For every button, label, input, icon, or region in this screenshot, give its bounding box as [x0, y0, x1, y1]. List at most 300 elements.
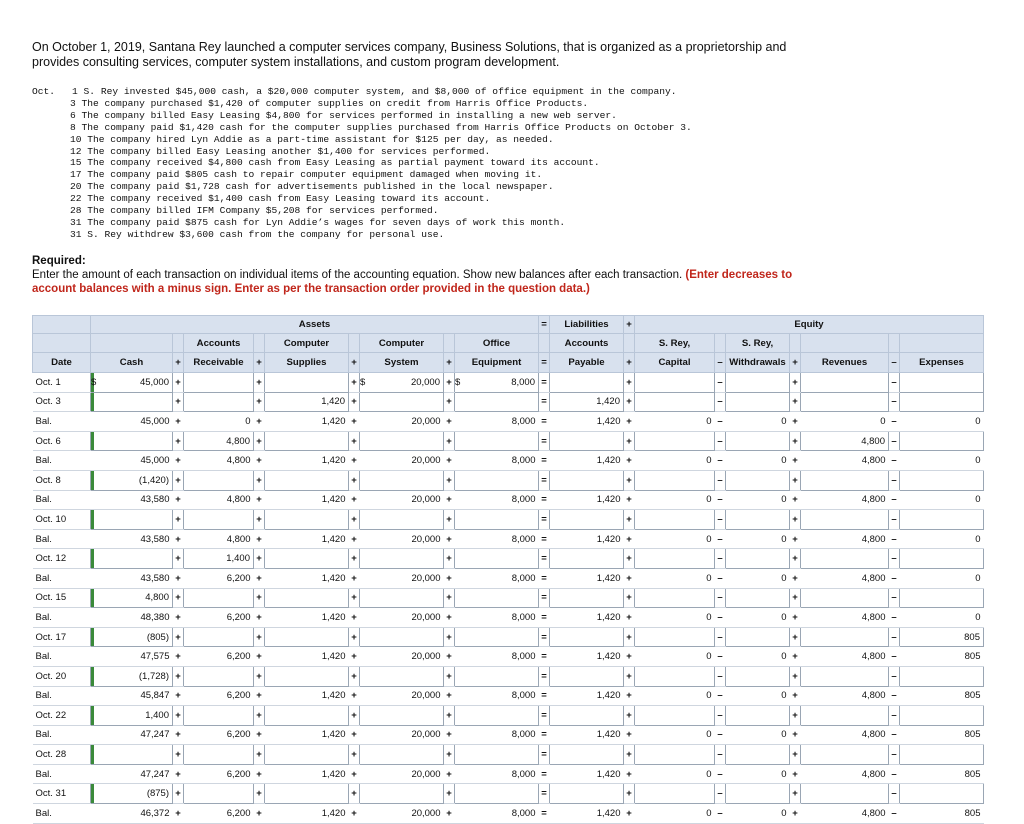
wd-input[interactable] [726, 627, 790, 647]
cap-value: 0 [706, 494, 712, 506]
rev-input[interactable] [801, 392, 889, 412]
ar-input[interactable] [184, 784, 254, 804]
table-row [33, 412, 984, 432]
csys-input[interactable] [360, 392, 444, 412]
cs-value: 1,420 [321, 415, 346, 427]
cash-value: 47,247 [140, 768, 170, 780]
ar-input[interactable] [184, 392, 254, 412]
cash-balance [91, 412, 173, 432]
cs-input[interactable] [265, 588, 349, 608]
ap-balance [550, 490, 624, 510]
row-date: Bal. [33, 804, 91, 824]
csys-balance [360, 529, 444, 549]
cs-input[interactable] [265, 470, 349, 490]
equals-sign: = [539, 451, 550, 471]
oe-header-2: Equipment [455, 353, 539, 373]
cs-input[interactable] [265, 373, 349, 393]
minus-sign: – [715, 529, 726, 549]
cs-input[interactable] [265, 627, 349, 647]
plus-sign: + [444, 666, 455, 686]
plus-sign: + [349, 353, 360, 373]
row-date: Oct. 8 [33, 470, 91, 490]
rev-input[interactable] [801, 784, 889, 804]
cs-input[interactable] [265, 392, 349, 412]
plus-sign: + [173, 804, 184, 824]
ap-input[interactable] [550, 470, 624, 490]
cash-value: 48,380 [140, 611, 170, 623]
wd-input[interactable] [726, 510, 790, 530]
table-row [33, 608, 984, 628]
plus-sign: + [790, 588, 801, 608]
cash-input[interactable] [91, 510, 173, 530]
rev-input[interactable] [801, 431, 889, 451]
cs-balance [265, 490, 349, 510]
minus-sign: – [889, 745, 900, 765]
cs-input[interactable] [265, 784, 349, 804]
plus-sign: + [254, 490, 265, 510]
equals-sign: = [539, 784, 550, 804]
cash-input[interactable] [91, 588, 173, 608]
ap-value: 1,420 [596, 729, 621, 741]
cash-balance [91, 608, 173, 628]
cap-balance [635, 608, 715, 628]
wd-input[interactable] [726, 666, 790, 686]
rev-input[interactable] [801, 549, 889, 569]
ar-value: 6,200 [226, 651, 251, 663]
exp-input[interactable] [900, 627, 984, 647]
plus-sign: + [349, 510, 360, 530]
plus-sign: + [173, 451, 184, 471]
transaction-line: 17 The company paid $805 cash to repair computer equipment damaged when moving it. [70, 169, 543, 181]
rev-value: 4,800 [861, 768, 886, 780]
rev-input[interactable] [801, 588, 889, 608]
exp-input[interactable] [900, 745, 984, 765]
cap-input[interactable] [635, 666, 715, 686]
exp-value: 805 [964, 768, 981, 780]
cash-input[interactable] [91, 431, 173, 451]
oe-input[interactable] [455, 470, 539, 490]
plus-sign: + [790, 745, 801, 765]
equals-sign: = [539, 725, 550, 745]
expenses-header: Expenses [900, 353, 984, 373]
cs-balance [265, 451, 349, 471]
exp-value: 0 [975, 572, 981, 584]
csys-input[interactable] [360, 588, 444, 608]
equals-sign: = [539, 706, 550, 726]
oe-input[interactable] [455, 706, 539, 726]
cap-value: 0 [706, 729, 712, 741]
exp-input[interactable] [900, 392, 984, 412]
cs-value: 1,420 [321, 455, 346, 467]
wd-input[interactable] [726, 549, 790, 569]
ar-input[interactable] [184, 549, 254, 569]
exp-value: 0 [975, 611, 981, 623]
plus-sign: + [790, 764, 801, 784]
oe-value: 8,000 [511, 690, 536, 702]
plus-sign: + [790, 647, 801, 667]
transaction-line: 22 The company received $1,400 cash from Easy Leasing toward its account. [70, 193, 491, 205]
wd-input[interactable] [726, 588, 790, 608]
rev-value: 4,800 [861, 611, 886, 623]
plus-sign: + [444, 529, 455, 549]
table-row [33, 784, 984, 804]
cash-balance [91, 529, 173, 549]
plus-sign: + [173, 412, 184, 432]
wd-input[interactable] [726, 470, 790, 490]
rev-input[interactable] [801, 627, 889, 647]
oe-balance [455, 725, 539, 745]
plus-sign: + [349, 627, 360, 647]
cap-value: 0 [706, 455, 712, 467]
plus-sign: + [349, 686, 360, 706]
ar-balance [184, 529, 254, 549]
ap-input[interactable] [550, 510, 624, 530]
cash-value: 45,847 [140, 690, 170, 702]
cash-input[interactable] [91, 373, 173, 393]
cash-input[interactable] [91, 666, 173, 686]
cap-input[interactable] [635, 431, 715, 451]
ar-input[interactable] [184, 431, 254, 451]
plus-sign: + [254, 686, 265, 706]
cap-input[interactable] [635, 470, 715, 490]
exp-input[interactable] [900, 666, 984, 686]
plus-sign: + [254, 784, 265, 804]
ar-input[interactable] [184, 745, 254, 765]
ar-balance [184, 412, 254, 432]
cap-balance [635, 490, 715, 510]
exp-balance [900, 647, 984, 667]
plus-sign: + [444, 588, 455, 608]
cash-input[interactable] [91, 470, 173, 490]
csys-input[interactable] [360, 784, 444, 804]
plus-sign: + [790, 706, 801, 726]
minus-sign: – [715, 549, 726, 569]
row-date: Bal. [33, 451, 91, 471]
csys-input[interactable] [360, 549, 444, 569]
wd-value: 0 [781, 494, 787, 506]
ar-input[interactable] [184, 706, 254, 726]
currency-symbol: $ [91, 376, 97, 388]
minus-sign: – [889, 568, 900, 588]
wd-balance [726, 804, 790, 824]
plus-sign: + [790, 431, 801, 451]
exp-value: 0 [975, 494, 981, 506]
cash-input[interactable] [91, 392, 173, 412]
csys-input[interactable] [360, 666, 444, 686]
wd-input[interactable] [726, 431, 790, 451]
wd-value: 0 [781, 768, 787, 780]
row-date: Oct. 28 [33, 745, 91, 765]
wd-input[interactable] [726, 784, 790, 804]
minus-sign: – [715, 490, 726, 510]
ap-value: 1,420 [596, 533, 621, 545]
csys-input[interactable] [360, 373, 444, 393]
cash-balance [91, 647, 173, 667]
cap-input[interactable] [635, 745, 715, 765]
rev-value: 4,800 [861, 651, 886, 663]
cap-input[interactable] [635, 549, 715, 569]
row-date: Bal. [33, 647, 91, 667]
row-date: Bal. [33, 608, 91, 628]
rev-value: 4,800 [861, 807, 886, 819]
csys-value: 20,000 [411, 768, 441, 780]
transaction-line: 1 S. Rey invested $45,000 cash, a $20,000 computer system, and $8,000 of office equipment in the company. [72, 86, 677, 97]
cs-value: 1,420 [321, 396, 345, 408]
wd-value: 0 [781, 572, 787, 584]
rev-balance [801, 490, 889, 510]
cash-balance [91, 764, 173, 784]
required-instructions: Enter the amount of each transaction on individual items of the accounting equation. Show new balances after each transaction. [32, 269, 683, 281]
rev-balance [801, 647, 889, 667]
cs-input[interactable] [265, 510, 349, 530]
minus-sign: – [889, 431, 900, 451]
minus-sign: – [889, 529, 900, 549]
ap-input[interactable] [550, 784, 624, 804]
oe-input[interactable] [455, 373, 539, 393]
table-row [33, 431, 984, 451]
exp-value: 0 [975, 533, 981, 545]
ap-input[interactable] [550, 431, 624, 451]
rev-balance [801, 568, 889, 588]
minus-sign: – [889, 412, 900, 432]
oe-input[interactable] [455, 431, 539, 451]
cap-input[interactable] [635, 510, 715, 530]
exp-input[interactable] [900, 510, 984, 530]
equals-sign: = [539, 647, 550, 667]
equals-sign: = [539, 490, 550, 510]
cap-input[interactable] [635, 588, 715, 608]
cap-balance [635, 686, 715, 706]
csys-value: 20,000 [411, 729, 441, 741]
ar-input[interactable] [184, 588, 254, 608]
ar-input[interactable] [184, 510, 254, 530]
ar-input[interactable] [184, 627, 254, 647]
plus-sign: + [254, 431, 265, 451]
minus-sign: – [715, 647, 726, 667]
cs-input[interactable] [265, 666, 349, 686]
exp-value: 805 [964, 729, 981, 741]
plus-sign: + [624, 627, 635, 647]
plus-sign: + [444, 490, 455, 510]
ap-input[interactable] [550, 588, 624, 608]
exp-balance [900, 568, 984, 588]
oe-input[interactable] [455, 666, 539, 686]
minus-sign: – [715, 666, 726, 686]
oe-input[interactable] [455, 784, 539, 804]
ar-value: 0 [245, 415, 251, 427]
ar-input[interactable] [184, 470, 254, 490]
plus-sign: + [349, 412, 360, 432]
oe-input[interactable] [455, 627, 539, 647]
ar-value: 4,800 [226, 494, 251, 506]
plus-sign: + [444, 451, 455, 471]
transaction-line: 28 The company billed IFM Company $5,208 for services performed. [70, 205, 439, 217]
plus-sign: + [173, 588, 184, 608]
cap-input[interactable] [635, 392, 715, 412]
ap-input[interactable] [550, 373, 624, 393]
ap-input[interactable] [550, 745, 624, 765]
exp-input[interactable] [900, 470, 984, 490]
cs-input[interactable] [265, 706, 349, 726]
table-row [33, 373, 984, 393]
rev-input[interactable] [801, 745, 889, 765]
plus-sign: + [173, 470, 184, 490]
wd-balance [726, 647, 790, 667]
ap-input[interactable] [550, 627, 624, 647]
table-row [33, 568, 984, 588]
plus-sign: + [254, 588, 265, 608]
rev-input[interactable] [801, 666, 889, 686]
plus-sign: + [790, 549, 801, 569]
plus-sign: + [624, 529, 635, 549]
minus-sign: – [889, 686, 900, 706]
plus-sign: + [173, 529, 184, 549]
cash-input[interactable] [91, 784, 173, 804]
plus-sign: + [444, 725, 455, 745]
cap-input[interactable] [635, 373, 715, 393]
csys-input[interactable] [360, 470, 444, 490]
plus-sign: + [624, 784, 635, 804]
plus-sign: + [254, 373, 265, 393]
wd-value: 0 [781, 533, 787, 545]
oe-balance [455, 412, 539, 432]
wd-input[interactable] [726, 706, 790, 726]
plus-sign: + [444, 706, 455, 726]
wd-balance [726, 725, 790, 745]
csys-input[interactable] [360, 510, 444, 530]
plus-sign: + [444, 745, 455, 765]
cap-input[interactable] [635, 706, 715, 726]
required-title: Required: [32, 255, 86, 267]
exp-input[interactable] [900, 373, 984, 393]
csys-value: 20,000 [411, 807, 441, 819]
cash-value: (1,420) [138, 474, 169, 486]
wd-input[interactable] [726, 392, 790, 412]
wd-balance [726, 568, 790, 588]
cap-input[interactable] [635, 784, 715, 804]
rev-balance [801, 529, 889, 549]
csys-header-1: Computer [360, 334, 444, 353]
ar-value: 4,800 [226, 435, 250, 447]
rev-input[interactable] [801, 706, 889, 726]
ar-value: 6,200 [226, 572, 251, 584]
plus-sign: + [790, 353, 801, 373]
table-row [33, 706, 984, 726]
cap-input[interactable] [635, 627, 715, 647]
rev-balance [801, 608, 889, 628]
cash-input[interactable] [91, 549, 173, 569]
csys-value: 20,000 [411, 611, 441, 623]
plus-sign: + [444, 431, 455, 451]
rev-input[interactable] [801, 470, 889, 490]
wd-input[interactable] [726, 745, 790, 765]
exp-input[interactable] [900, 706, 984, 726]
plus-sign: + [624, 373, 635, 393]
ap-value: 1,420 [596, 768, 621, 780]
plus-sign: + [790, 568, 801, 588]
minus-sign: – [715, 627, 726, 647]
cash-input[interactable] [91, 706, 173, 726]
rev-value: 4,800 [861, 494, 886, 506]
cs-input[interactable] [265, 431, 349, 451]
csys-input[interactable] [360, 706, 444, 726]
exp-input[interactable] [900, 784, 984, 804]
row-date: Bal. [33, 764, 91, 784]
cap-balance [635, 764, 715, 784]
plus-sign: + [173, 784, 184, 804]
cash-value: (805) [146, 631, 169, 643]
csys-balance [360, 804, 444, 824]
transaction-line: 6 The company billed Easy Leasing $4,800 for services performed in installing a new web server. [70, 109, 617, 121]
rev-value: 4,800 [861, 729, 886, 741]
row-date: Oct. 12 [33, 549, 91, 569]
wd-input[interactable] [726, 373, 790, 393]
oe-input[interactable] [455, 588, 539, 608]
ap-input[interactable] [550, 706, 624, 726]
cap-balance [635, 529, 715, 549]
wd-header-2: Withdrawals [726, 353, 790, 373]
ar-input[interactable] [184, 666, 254, 686]
ar-input[interactable] [184, 373, 254, 393]
plus-sign: + [254, 510, 265, 530]
cap-value: 0 [706, 611, 712, 623]
csys-input[interactable] [360, 745, 444, 765]
plus-sign: + [624, 725, 635, 745]
rev-input[interactable] [801, 510, 889, 530]
oe-balance [455, 568, 539, 588]
ap-input[interactable] [550, 666, 624, 686]
exp-balance [900, 764, 984, 784]
ap-balance [550, 725, 624, 745]
exp-input[interactable] [900, 549, 984, 569]
cash-input[interactable] [91, 627, 173, 647]
cs-balance [265, 529, 349, 549]
oe-input[interactable] [455, 549, 539, 569]
cash-value: 45,000 [139, 376, 169, 388]
cs-input[interactable] [265, 549, 349, 569]
minus-sign: – [889, 666, 900, 686]
cash-input[interactable] [91, 745, 173, 765]
plus-sign: + [349, 431, 360, 451]
minus-sign: – [715, 784, 726, 804]
oe-input[interactable] [455, 745, 539, 765]
ap-input[interactable] [550, 549, 624, 569]
equals-sign: = [539, 470, 550, 490]
csys-input[interactable] [360, 627, 444, 647]
exp-input[interactable] [900, 431, 984, 451]
rev-value: 4,800 [861, 435, 885, 447]
csys-balance [360, 686, 444, 706]
cash-value: 47,247 [140, 729, 170, 741]
exp-input[interactable] [900, 588, 984, 608]
cs-input[interactable] [265, 745, 349, 765]
ar-value: 6,200 [226, 768, 251, 780]
plus-sign: + [444, 686, 455, 706]
ap-balance [550, 647, 624, 667]
plus-sign: + [790, 412, 801, 432]
plus-sign: + [349, 725, 360, 745]
plus-sign: + [624, 490, 635, 510]
rev-value: 4,800 [861, 572, 886, 584]
oe-input[interactable] [455, 510, 539, 530]
ap-input[interactable] [550, 392, 624, 412]
rev-input[interactable] [801, 373, 889, 393]
oe-value: 8,000 [511, 729, 536, 741]
equals-sign: = [539, 412, 550, 432]
table-row [33, 470, 984, 490]
csys-input[interactable] [360, 431, 444, 451]
oe-input[interactable] [455, 392, 539, 412]
